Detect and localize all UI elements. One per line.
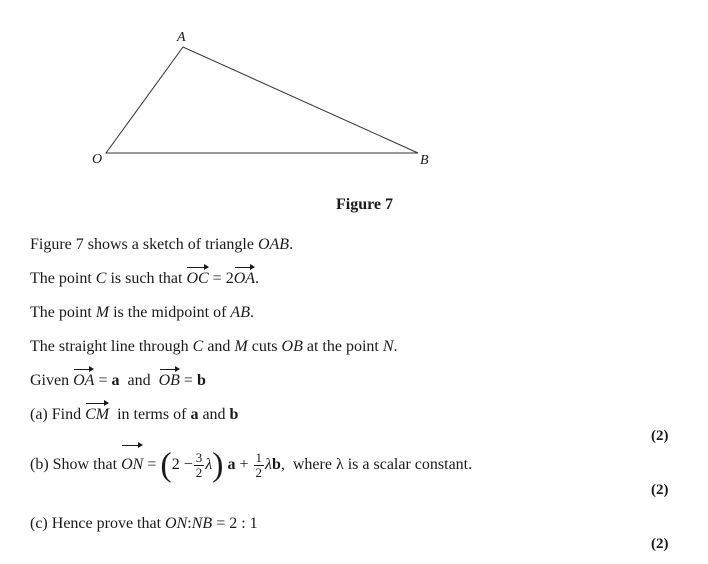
vector-a: a <box>223 456 236 473</box>
text: is such that <box>106 270 187 287</box>
part-a <box>30 406 238 424</box>
fraction-one-half <box>254 451 265 480</box>
text: = <box>143 456 161 473</box>
text: = 2 : 1 <box>212 515 258 532</box>
triangle-figure <box>0 0 708 220</box>
intro-line-3 <box>30 304 254 322</box>
text: . <box>249 304 254 321</box>
text: 2 − <box>171 456 193 473</box>
vector-OA: OA <box>233 270 256 287</box>
intro-line-1 <box>30 236 293 254</box>
vector-CM: CM <box>85 406 110 423</box>
point-M: M <box>95 304 110 321</box>
text: = 2 <box>208 270 234 287</box>
denominator: 2 <box>195 464 203 480</box>
point-C: C <box>192 338 204 355</box>
text: The straight line through <box>30 338 193 355</box>
triangle-OAB <box>106 47 418 153</box>
segment-AB: AB <box>230 304 250 321</box>
text: . <box>289 236 294 253</box>
fraction-three-halves <box>194 451 205 480</box>
text: at the point <box>302 338 383 355</box>
figure-caption: Figure 7 <box>336 196 394 213</box>
right-paren: ) <box>212 446 224 484</box>
vector-b: b <box>229 406 239 423</box>
numerator: 3 <box>195 449 203 465</box>
point-C: C <box>95 270 107 287</box>
segment-OB: OB <box>281 338 303 355</box>
denominator: 2 <box>255 464 263 480</box>
marks-part-b: (2) <box>651 482 669 498</box>
segment-ON: ON <box>165 515 188 532</box>
point-N: N <box>382 338 394 355</box>
vertex-label-A: A <box>177 30 186 45</box>
text: Given <box>30 372 74 389</box>
marks-part-a: (2) <box>651 428 669 444</box>
text: and <box>198 406 230 423</box>
text: Figure 7 shows a sketch of triangle <box>30 236 258 253</box>
vector-OB: OB <box>158 372 180 389</box>
text: . <box>255 270 260 287</box>
intro-line-5 <box>30 372 206 390</box>
text: (a) Find <box>30 406 86 423</box>
text: . <box>393 338 398 355</box>
lambda: λ <box>205 456 213 473</box>
vector-OC: OC <box>186 270 209 287</box>
vector-OA: OA <box>73 372 95 389</box>
part-b <box>30 448 472 482</box>
text: = <box>94 372 112 389</box>
vector-ON: ON <box>121 448 143 482</box>
text: cuts <box>247 338 282 355</box>
segment-NB: NB <box>191 515 213 532</box>
text: , where λ is a scalar constant. <box>280 456 473 473</box>
intro-line-2 <box>30 270 259 288</box>
vertex-label-O: O <box>92 152 103 167</box>
marks-part-c: (2) <box>651 536 669 552</box>
text: in terms of <box>109 406 191 423</box>
text: = <box>179 372 197 389</box>
vertex-label-B: B <box>420 153 429 168</box>
vector-b: b <box>271 456 281 473</box>
text: and <box>119 372 159 389</box>
vector-a: a <box>111 372 120 389</box>
text: + <box>235 456 253 473</box>
text: (b) Show that <box>30 456 122 473</box>
lambda: λ <box>265 456 272 473</box>
text: is the midpoint of <box>109 304 231 321</box>
text: and <box>203 338 235 355</box>
point-M: M <box>234 338 248 355</box>
left-paren: ( <box>160 446 172 484</box>
vector-a: a <box>190 406 199 423</box>
vector-b: b <box>196 372 206 389</box>
text: The point <box>30 270 96 287</box>
text: The point <box>30 304 96 321</box>
text: : <box>187 515 192 532</box>
text: (c) Hence prove that <box>30 515 166 532</box>
triangle-name: OAB <box>257 236 290 253</box>
numerator: 1 <box>255 449 263 465</box>
intro-line-4 <box>30 338 398 356</box>
part-c <box>30 515 258 533</box>
